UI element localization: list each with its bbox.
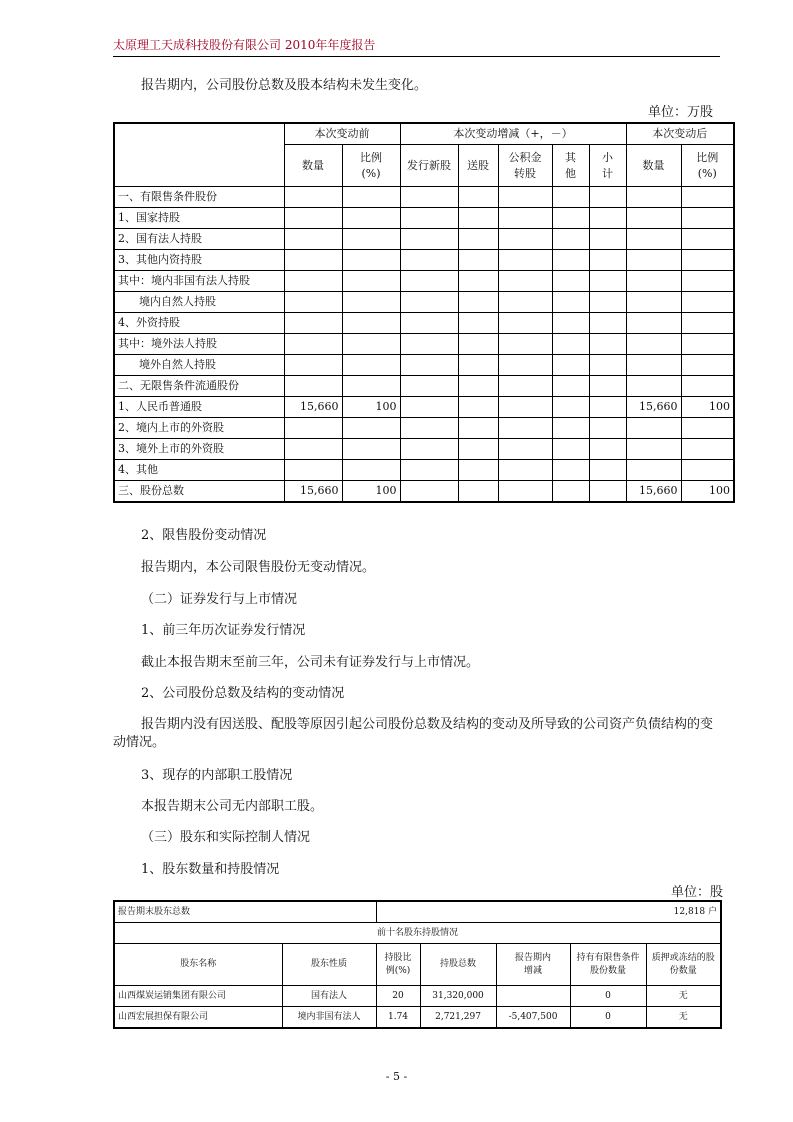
bonus-cell: [458, 376, 498, 397]
before-pct-cell: [342, 418, 400, 439]
before-qty-cell: [284, 418, 342, 439]
table-row: [114, 271, 734, 292]
holder-restricted-cell: 0: [570, 986, 646, 1007]
subtotal-cell: [589, 313, 626, 334]
after-qty-cell: [626, 208, 681, 229]
reserve-cell: [498, 439, 552, 460]
section-shareholder-count: 1、股东数量和持股情况: [141, 862, 280, 877]
before-qty-cell: [284, 292, 342, 313]
row-label: 4、其他: [114, 460, 284, 481]
holder-restricted-label: 持有有限售条件股份数量: [576, 952, 640, 976]
holder-pct-cell: 1.74: [376, 1007, 420, 1029]
new-issue-cell: [400, 229, 458, 250]
before-qty-cell: [284, 229, 342, 250]
after-qty-cell: [626, 376, 681, 397]
other-cell: [552, 481, 589, 503]
subtotal-cell: [589, 229, 626, 250]
after-pct-cell: [681, 250, 734, 271]
capital-table-body: [114, 187, 734, 503]
reserve-cell: [498, 355, 552, 376]
after-pct-cell: 100: [681, 481, 734, 503]
holder-pledged-cell: 无: [646, 1007, 721, 1029]
after-qty-cell: [626, 334, 681, 355]
reserve-cell: [498, 292, 552, 313]
bonus-cell: [458, 229, 498, 250]
before-qty-cell: [284, 439, 342, 460]
holder-nature-header: 股东性质: [282, 944, 376, 986]
before-quantity-header: 数量: [284, 145, 342, 187]
other-cell: [552, 460, 589, 481]
after-qty-cell: 15,660: [626, 397, 681, 418]
reserve-label: 公积金转股: [508, 150, 542, 180]
new-issue-cell: [400, 187, 458, 208]
before-pct-cell: [342, 271, 400, 292]
before-qty-cell: [284, 187, 342, 208]
holder-change-cell: [496, 986, 570, 1007]
row-label-header: [114, 123, 284, 187]
reserve-cell: [498, 271, 552, 292]
before-qty-cell: [284, 376, 342, 397]
holders-table-body: [114, 986, 721, 1029]
structure-change-paragraph: 报告期内没有因送股、配股等原因引起公司股份总数及结构的变动及所导致的公司资产负债结构的变动情况。: [113, 717, 714, 750]
holder-pledged-label: 质押或冻结的股份数量: [651, 952, 715, 976]
before-qty-cell: [284, 355, 342, 376]
before-pct-cell: [342, 334, 400, 355]
row-label: 1、国家持股: [114, 208, 284, 229]
before-pct-cell: 100: [342, 481, 400, 503]
row-label: 其中：境外法人持股: [114, 334, 284, 355]
table-row: [114, 208, 734, 229]
intro-paragraph: 报告期内，公司股份总数及股本结构未发生变化。: [141, 78, 428, 93]
before-pct-cell: [342, 460, 400, 481]
capital-unit-label: 单位：万股: [648, 105, 714, 120]
employee-shares-paragraph: 本报告期末公司无内部职工股。: [141, 799, 324, 814]
total-holders-label: 报告期末股东总数: [114, 901, 376, 923]
bonus-cell: [458, 418, 498, 439]
bonus-cell: [458, 397, 498, 418]
ratio-label: 比例(%): [696, 150, 719, 180]
after-qty-cell: [626, 229, 681, 250]
row-label: 一、有限售条件股份: [114, 187, 284, 208]
table-row: [114, 481, 734, 503]
holder-restricted-cell: 0: [570, 1007, 646, 1029]
table-row: [114, 1007, 721, 1029]
before-qty-cell: [284, 271, 342, 292]
after-pct-cell: [681, 376, 734, 397]
after-pct-cell: [681, 187, 734, 208]
other-cell: [552, 355, 589, 376]
row-label: 境内自然人持股: [114, 292, 284, 313]
section-restricted-change: 2、限售股份变动情况: [141, 528, 267, 543]
table-row: [114, 418, 734, 439]
other-cell: [552, 229, 589, 250]
after-qty-cell: [626, 355, 681, 376]
reserve-cell: [498, 460, 552, 481]
row-label: 三、股份总数: [114, 481, 284, 503]
after-pct-cell: [681, 460, 734, 481]
before-qty-cell: [284, 334, 342, 355]
row-label: 3、境外上市的外资股: [114, 439, 284, 460]
holder-restricted-header: [570, 944, 646, 986]
new-issue-cell: [400, 397, 458, 418]
before-pct-cell: [342, 229, 400, 250]
before-qty-cell: [284, 460, 342, 481]
subtotal-cell: [589, 250, 626, 271]
before-qty-cell: 15,660: [284, 397, 342, 418]
holder-pledged-cell: 无: [646, 986, 721, 1007]
after-quantity-header: 数量: [626, 145, 681, 187]
after-pct-cell: [681, 334, 734, 355]
restricted-change-paragraph: 报告期内，本公司限售股份无变动情况。: [141, 560, 376, 575]
change-header: 本次变动增减（+，－）: [400, 123, 626, 145]
other-cell: [552, 334, 589, 355]
reserve-cell: [498, 208, 552, 229]
table-row: [114, 355, 734, 376]
section-issue-history: 1、前三年历次证券发行情况: [141, 623, 306, 638]
before-ratio-header: [342, 145, 400, 187]
subtotal-header: [589, 145, 626, 187]
table-row: [114, 334, 734, 355]
after-qty-cell: [626, 187, 681, 208]
bonus-cell: [458, 355, 498, 376]
holder-pledged-header: [646, 944, 721, 986]
after-qty-cell: [626, 439, 681, 460]
subtotal-cell: [589, 439, 626, 460]
top10-title: 前十名股东持股情况: [114, 923, 721, 944]
other-cell: [552, 397, 589, 418]
after-qty-cell: [626, 460, 681, 481]
other-label: 其他: [565, 150, 576, 180]
holder-nature-cell: 境内非国有法人: [282, 1007, 376, 1029]
row-label: 二、无限售条件流通股份: [114, 376, 284, 397]
subtotal-cell: [589, 397, 626, 418]
holder-change-cell: -5,407,500: [496, 1007, 570, 1029]
row-label: 其中：境内非国有法人持股: [114, 271, 284, 292]
before-pct-cell: 100: [342, 397, 400, 418]
other-cell: [552, 250, 589, 271]
table-row: [114, 376, 734, 397]
new-issue-cell: [400, 460, 458, 481]
after-pct-cell: [681, 418, 734, 439]
before-pct-cell: [342, 208, 400, 229]
before-qty-cell: [284, 250, 342, 271]
bonus-cell: [458, 208, 498, 229]
total-holders-value: 12,818 户: [376, 901, 721, 923]
row-label: 1、人民币普通股: [114, 397, 284, 418]
before-pct-cell: [342, 250, 400, 271]
shareholders-table: [113, 900, 722, 1029]
after-pct-cell: [681, 292, 734, 313]
table-row: [114, 986, 721, 1007]
bonus-cell: [458, 313, 498, 334]
reserve-cell: [498, 187, 552, 208]
holders-unit-label: 单位：股: [671, 885, 724, 900]
other-cell: [552, 187, 589, 208]
before-pct-cell: [342, 439, 400, 460]
subtotal-label: 小计: [602, 150, 614, 180]
bonus-header: 送股: [458, 145, 498, 187]
holder-name-cell: 山西煤炭运销集团有限公司: [114, 986, 282, 1007]
reserve-cell: [498, 418, 552, 439]
subtotal-cell: [589, 292, 626, 313]
before-qty-cell: [284, 208, 342, 229]
new-issue-cell: [400, 481, 458, 503]
after-change-header: 本次变动后: [626, 123, 734, 145]
reserve-cell: [498, 397, 552, 418]
new-issue-cell: [400, 334, 458, 355]
page-number: - 5 -: [385, 1070, 408, 1083]
table-row: [114, 292, 734, 313]
bonus-cell: [458, 439, 498, 460]
other-cell: [552, 376, 589, 397]
before-pct-cell: [342, 292, 400, 313]
before-qty-cell: 15,660: [284, 481, 342, 503]
new-issue-header: [400, 145, 458, 187]
before-qty-cell: [284, 313, 342, 334]
subtotal-cell: [589, 418, 626, 439]
subtotal-cell: [589, 271, 626, 292]
after-pct-cell: [681, 271, 734, 292]
after-qty-cell: [626, 271, 681, 292]
reserve-cell: [498, 313, 552, 334]
section-shareholders: （三）股东和实际控制人情况: [141, 830, 311, 845]
ratio-label: 比例(%): [360, 150, 382, 180]
reserve-cell: [498, 250, 552, 271]
report-header: 太原理工天成科技股份有限公司 2010年年度报告: [113, 36, 720, 57]
subtotal-cell: [589, 376, 626, 397]
subtotal-cell: [589, 334, 626, 355]
new-issue-label: 发行新股: [407, 158, 451, 172]
new-issue-cell: [400, 250, 458, 271]
after-pct-cell: [681, 208, 734, 229]
table-row: [114, 229, 734, 250]
before-pct-cell: [342, 355, 400, 376]
after-qty-cell: [626, 292, 681, 313]
after-pct-cell: [681, 439, 734, 460]
holder-total-header: 持股总数: [420, 944, 496, 986]
section-employee-shares: 3、现存的内部职工股情况: [141, 768, 293, 783]
after-ratio-header: [681, 145, 734, 187]
reserve-cell: [498, 334, 552, 355]
table-row: [114, 397, 734, 418]
row-label: 3、其他内资持股: [114, 250, 284, 271]
share-capital-table: [113, 122, 735, 503]
holder-pct-header: [376, 944, 420, 986]
issue-history-paragraph: 截止本报告期末至前三年，公司未有证券发行与上市情况。: [141, 655, 480, 670]
before-pct-cell: [342, 313, 400, 334]
bonus-cell: [458, 187, 498, 208]
bonus-cell: [458, 271, 498, 292]
holder-name-header: 股东名称: [114, 944, 282, 986]
reserve-header: [498, 145, 552, 187]
table-row: [114, 250, 734, 271]
after-qty-cell: [626, 418, 681, 439]
holder-total-cell: 2,721,297: [420, 1007, 496, 1029]
reserve-cell: [498, 481, 552, 503]
after-pct-cell: [681, 313, 734, 334]
subtotal-cell: [589, 481, 626, 503]
new-issue-cell: [400, 418, 458, 439]
holder-name-cell: 山西宏展担保有限公司: [114, 1007, 282, 1029]
subtotal-cell: [589, 355, 626, 376]
holder-change-header: [496, 944, 570, 986]
reserve-cell: [498, 229, 552, 250]
other-header: [552, 145, 589, 187]
after-qty-cell: [626, 313, 681, 334]
row-label: 2、国有法人持股: [114, 229, 284, 250]
after-pct-cell: [681, 355, 734, 376]
other-cell: [552, 271, 589, 292]
holder-pct-cell: 20: [376, 986, 420, 1007]
new-issue-cell: [400, 439, 458, 460]
table-row: [114, 460, 734, 481]
section-securities-issue: （二）证券发行与上市情况: [141, 592, 298, 607]
before-pct-cell: [342, 376, 400, 397]
before-change-header: 本次变动前: [284, 123, 400, 145]
new-issue-cell: [400, 313, 458, 334]
after-pct-cell: [681, 229, 734, 250]
subtotal-cell: [589, 460, 626, 481]
table-row: [114, 439, 734, 460]
subtotal-cell: [589, 208, 626, 229]
after-qty-cell: 15,660: [626, 481, 681, 503]
reserve-cell: [498, 376, 552, 397]
after-qty-cell: [626, 250, 681, 271]
new-issue-cell: [400, 376, 458, 397]
other-cell: [552, 292, 589, 313]
new-issue-cell: [400, 208, 458, 229]
bonus-cell: [458, 334, 498, 355]
bonus-cell: [458, 250, 498, 271]
holder-change-label: 报告期内增减: [515, 952, 552, 976]
other-cell: [552, 208, 589, 229]
new-issue-cell: [400, 271, 458, 292]
section-structure-change: 2、公司股份总数及结构的变动情况: [141, 686, 345, 701]
bonus-cell: [458, 292, 498, 313]
before-pct-cell: [342, 187, 400, 208]
row-label: 4、外资持股: [114, 313, 284, 334]
holder-pct-label: 持股比例(%): [384, 952, 412, 976]
holder-total-cell: 31,320,000: [420, 986, 496, 1007]
other-cell: [552, 418, 589, 439]
after-pct-cell: 100: [681, 397, 734, 418]
new-issue-cell: [400, 355, 458, 376]
holder-nature-cell: 国有法人: [282, 986, 376, 1007]
new-issue-cell: [400, 292, 458, 313]
bonus-cell: [458, 460, 498, 481]
row-label: 2、境内上市的外资股: [114, 418, 284, 439]
subtotal-cell: [589, 187, 626, 208]
other-cell: [552, 439, 589, 460]
bonus-cell: [458, 481, 498, 503]
table-row: [114, 187, 734, 208]
table-row: [114, 313, 734, 334]
other-cell: [552, 313, 589, 334]
row-label: 境外自然人持股: [114, 355, 284, 376]
